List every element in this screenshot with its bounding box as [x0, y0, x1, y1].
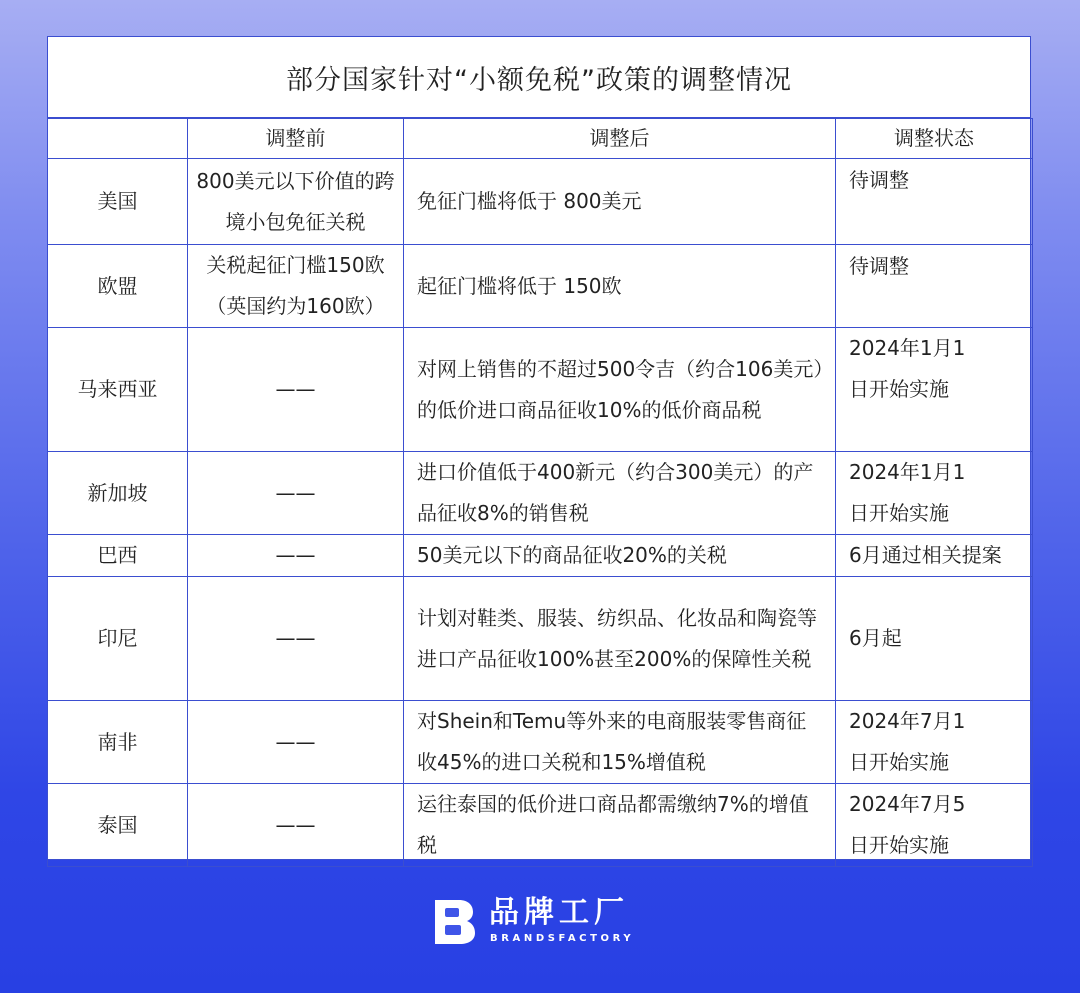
- country-cell: 马来西亚: [48, 328, 188, 452]
- after-cell: 进口价值低于400新元（约合300美元）的产品征收8%的销售税: [404, 452, 836, 535]
- after-cell: 50美元以下的商品征收20%的关税: [404, 535, 836, 577]
- after-cell: 运往泰国的低价进口商品都需缴纳7%的增值税: [404, 784, 836, 867]
- policy-table: [47, 118, 1033, 867]
- header-cell-status: 调整状态: [836, 119, 1033, 159]
- status-cell: 6月起: [836, 577, 1033, 701]
- after-cell: 对Shein和Temu等外来的电商服装零售商征收45%的进口关税和15%增值税: [404, 701, 836, 784]
- before-cell: 关税起征门槛150欧（英国约为160欧）: [188, 245, 404, 328]
- table-row: [48, 701, 1033, 784]
- country-cell: 欧盟: [48, 245, 188, 328]
- status-cell: 待调整: [836, 245, 1033, 328]
- table-row: [48, 577, 1033, 701]
- before-cell: ——: [188, 784, 404, 867]
- country-cell: 印尼: [48, 577, 188, 701]
- country-cell: 美国: [48, 159, 188, 245]
- after-cell: 对网上销售的不超过500令吉（约合106美元）的低价进口商品征收10%的低价商品税: [404, 328, 836, 452]
- country-cell: 南非: [48, 701, 188, 784]
- country-cell: 泰国: [48, 784, 188, 867]
- status-cell: 待调整: [836, 159, 1033, 245]
- brand-name-cn: 品牌工厂: [489, 895, 629, 930]
- status-cell: 2024年1月1日开始实施: [836, 328, 1033, 452]
- country-cell: 新加坡: [48, 452, 188, 535]
- table-row: [48, 535, 1033, 577]
- before-cell: ——: [188, 701, 404, 784]
- table-row: [48, 245, 1033, 328]
- status-cell: 2024年1月1日开始实施: [836, 452, 1033, 535]
- before-cell: 800美元以下价值的跨境小包免征关税: [188, 159, 404, 245]
- brandsfactory-b-logo-icon: [433, 898, 477, 946]
- before-cell: ——: [188, 452, 404, 535]
- after-cell: 计划对鞋类、服装、纺织品、化妆品和陶瓷等进口产品征收100%甚至200%的保障性关税: [404, 577, 836, 701]
- before-cell: ——: [188, 577, 404, 701]
- status-cell: 2024年7月1日开始实施: [836, 701, 1033, 784]
- country-cell: 巴西: [48, 535, 188, 577]
- page-title: 部分国家针对“小额免税”政策的调整情况: [48, 37, 1030, 118]
- after-cell: 起征门槛将低于 150欧: [404, 245, 836, 328]
- table-row: [48, 452, 1033, 535]
- table-header-row: [48, 119, 1033, 159]
- header-cell-after: 调整后: [404, 119, 836, 159]
- before-cell: ——: [188, 535, 404, 577]
- brand-name-en: BRANDSFACTORY: [490, 933, 635, 944]
- table-row: [48, 328, 1033, 452]
- policy-table-card: [47, 36, 1031, 860]
- before-cell: ——: [188, 328, 404, 452]
- table-row: [48, 784, 1033, 867]
- after-cell: 免征门槛将低于 800美元: [404, 159, 836, 245]
- brand-footer: [433, 896, 653, 956]
- status-cell: 6月通过相关提案: [836, 535, 1033, 577]
- status-cell: 2024年7月5日开始实施: [836, 784, 1033, 867]
- header-cell-before: 调整前: [188, 119, 404, 159]
- table-row: [48, 159, 1033, 245]
- header-cell-country: [48, 119, 188, 159]
